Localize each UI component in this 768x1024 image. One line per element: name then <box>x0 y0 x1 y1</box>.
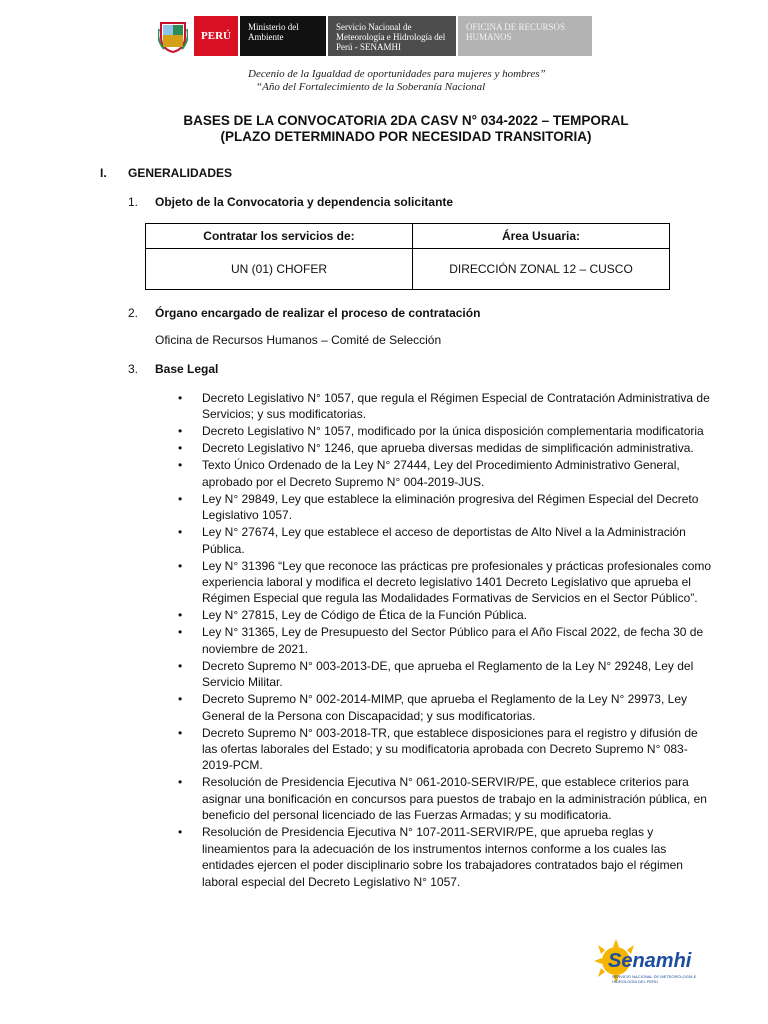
list-item: • Ley N° 27815, Ley de Código de Ética de la Función Pública. <box>178 607 714 623</box>
senamhi-logo-subtitle: SERVICIO NACIONAL DE METEOROLOGÍA E HIDROLOGÍA DEL PERÚ <box>612 974 697 984</box>
item-number-2: 2. <box>128 306 139 320</box>
institutional-header <box>152 16 592 56</box>
item-number-3: 3. <box>128 362 139 376</box>
item-number-1: 1. <box>128 195 139 209</box>
decade-line-2: “Año del Fortalecimiento de la Soberanía Nacional <box>256 81 486 93</box>
table-row <box>146 249 670 290</box>
table-cell: UN (01) CHOFER <box>146 249 413 290</box>
table-header-cell: Contratar los servicios de: <box>146 224 413 249</box>
list-item: • Decreto Supremo N° 002-2014-MIMP, que aprueba el Reglamento de la Ley N° 29973, Ley General de la Persona con Discapacidad; y sus modificatorias. <box>178 691 714 724</box>
decade-line-1: Decenio de la Igualdad de oportunidades para mujeres y hombres” <box>248 68 546 80</box>
list-item: • Decreto Legislativo N° 1057, que regula el Régimen Especial de Contratación Administrativa de Servicios; y sus modificatorias. <box>178 390 714 423</box>
table-header-cell: Área Usuaria: <box>413 224 670 249</box>
item-title-3: Base Legal <box>155 362 219 376</box>
ministry-label: Ministerio del Ambiente <box>240 16 326 56</box>
list-item: • Ley N° 31365, Ley de Presupuesto del Sector Público para el Año Fiscal 2022, de fecha 30 de noviembre de 2021. <box>178 624 714 657</box>
office-label: OFICINA DE RECURSOS HUMANOS <box>458 16 592 56</box>
title-line-1: BASES DE LA CONVOCATORIA 2DA CASV N° 034-2022 – TEMPORAL <box>183 113 629 128</box>
service-label: Servicio Nacional de Meteorología e Hidrología del Perú - SENAMHI <box>328 16 456 56</box>
country-label: PERÚ <box>194 16 238 56</box>
services-table <box>145 223 670 290</box>
list-item: • Decreto Supremo N° 003-2013-DE, que aprueba el Reglamento de la Ley N° 29248, Ley del Servicio Militar. <box>178 658 714 691</box>
table-cell: DIRECCIÓN ZONAL 12 – CUSCO <box>413 249 670 290</box>
item-text-2: Oficina de Recursos Humanos – Comité de Selección <box>155 333 442 347</box>
item-title-1: Objeto de la Convocatoria y dependencia solicitante <box>155 195 454 209</box>
item-title-2: Órgano encargado de realizar el proceso de contratación <box>155 306 481 320</box>
list-item: • Decreto Legislativo N° 1246, que aprueba diversas medidas de simplificación administrativa. <box>178 440 714 456</box>
document-title <box>100 113 712 145</box>
list-item: • Ley N° 27674, Ley que establece el acceso de deportistas de Alto Nivel a la Administración Pública. <box>178 524 714 557</box>
list-item: • Resolución de Presidencia Ejecutiva N° 107-2011-SERVIR/PE, que aprueba reglas y lineamientos para la adecuación de los instrumentos internos conforme a los cuales las entidades ejercen el poder disciplinario sobre los trabajadores contratados bajo el régimen laboral especial del Decreto Legislativo N° 1057. <box>178 824 714 890</box>
table-header-row <box>146 224 670 249</box>
coat-of-arms-icon <box>152 16 194 56</box>
section-title: GENERALIDADES <box>128 166 233 180</box>
list-item: • Resolución de Presidencia Ejecutiva N° 061-2010-SERVIR/PE, que establece criterios para asignar una bonificación en concursos para puestos de trabajo en la administración pública, en beneficio del personal licenciado de las Fuerzas Armadas; y su modificatoria. <box>178 774 714 823</box>
list-item: • Texto Único Ordenado de la Ley N° 27444, Ley del Procedimiento Administrativo General, aprobado por el Decreto Supremo N° 004-2019-JUS. <box>178 457 714 490</box>
section-number: I. <box>100 166 107 180</box>
senamhi-logo-text: Senamhi <box>608 950 692 972</box>
list-item: • Ley N° 29849, Ley que establece la eliminación progresiva del Régimen Especial del Decreto Legislativo 1057. <box>178 491 714 524</box>
legal-base-list <box>178 390 714 891</box>
title-line-2: (PLAZO DETERMINADO POR NECESIDAD TRANSITORIA) <box>220 129 592 144</box>
list-item: • Decreto Supremo N° 003-2018-TR, que establece disposiciones para el registro y difusión de las ofertas laborales del Estado; y su modificatoria aprobada con Decreto Supremo N° 083-2019-PCM. <box>178 725 714 774</box>
decade-slogan <box>248 68 546 94</box>
list-item: • Ley N° 31396 “Ley que reconoce las prácticas pre profesionales y prácticas profesionales como experiencia laboral y modifica el decreto legislativo 1401 Decreto Legislativo que aprueba el Régimen Especial que regula las Modalidades Formativas de Servicios en el Sector Público”. <box>178 558 714 607</box>
list-item: • Decreto Legislativo N° 1057, modificado por la única disposición complementaria modificatoria <box>178 423 714 439</box>
